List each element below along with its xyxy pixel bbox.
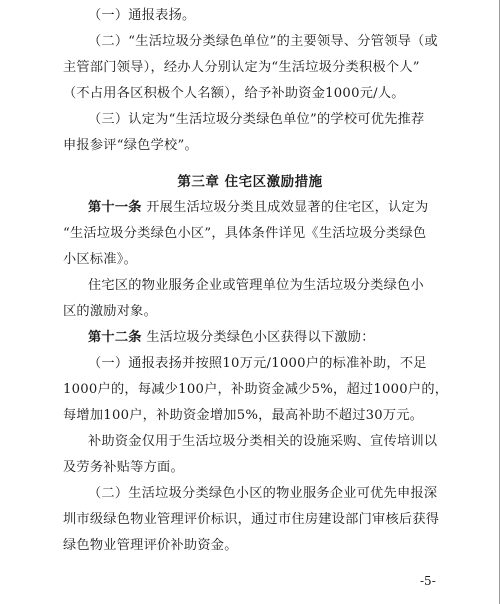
text-line: 主管部门领导），经办人分别认定为“生活垃圾分类积极个人”	[63, 60, 420, 75]
text-line: （二）“生活垃圾分类绿色单位”的主要领导、分管领导（或	[88, 34, 438, 49]
text-line: 住宅区的物业服务企业或管理单位为生活垃圾分类绿色小	[88, 278, 424, 293]
text-line: （三）认定为“生活垃圾分类绿色单位”的学校可优先推荐	[88, 112, 425, 127]
chapter-heading: 第三章 住宅区激励措施	[177, 174, 323, 190]
text-line: 1000户的，每减少100户，补助资金减少5%，超过1000户的，	[63, 382, 449, 397]
article-11-label: 第十一条	[88, 200, 142, 215]
text-line: 区的激励对象。	[63, 304, 158, 319]
article-12-label: 第十二条	[88, 330, 142, 345]
text-line: 申报参评“绿色学校”。	[63, 138, 198, 153]
text-line: 小区标准》。	[63, 252, 138, 267]
article-12-text: 生活垃圾分类绿色小区获得以下激励：	[141, 330, 375, 345]
text-line: 每增加100户，补助资金增加5%，最高补助不超过30万元。	[63, 408, 424, 423]
article-12-line-1	[88, 329, 375, 347]
text-line: （一）通报表扬。	[88, 8, 196, 23]
text-line: 补助资金仅用于生活垃圾分类相关的设施采购、宣传培训以	[88, 434, 438, 449]
page-number: -5-	[420, 574, 436, 588]
text-line: 绿色物业管理评价补助资金。	[63, 538, 238, 553]
article-11-line-1	[88, 199, 428, 217]
text-line: “生活垃圾分类绿色小区”，具体条件详见《生活垃圾分类绿色	[63, 226, 427, 241]
text-line: 圳市级绿色物业管理评价标识，通过市住房建设部门审核后获得	[63, 512, 440, 527]
text-line: 及劳务补贴等方面。	[63, 460, 184, 475]
text-line: （不占用各区积极个人名额），给予补助资金1000元/人。	[63, 86, 405, 101]
text-line: （二）生活垃圾分类绿色小区的物业服务企业可优先申报深	[88, 486, 438, 501]
article-11-text: 开展生活垃圾分类且成效显著的住宅区，认定为	[141, 200, 429, 215]
text-line: （一）通报表扬并按照10万元/1000户的标准补助，不足	[88, 356, 427, 371]
